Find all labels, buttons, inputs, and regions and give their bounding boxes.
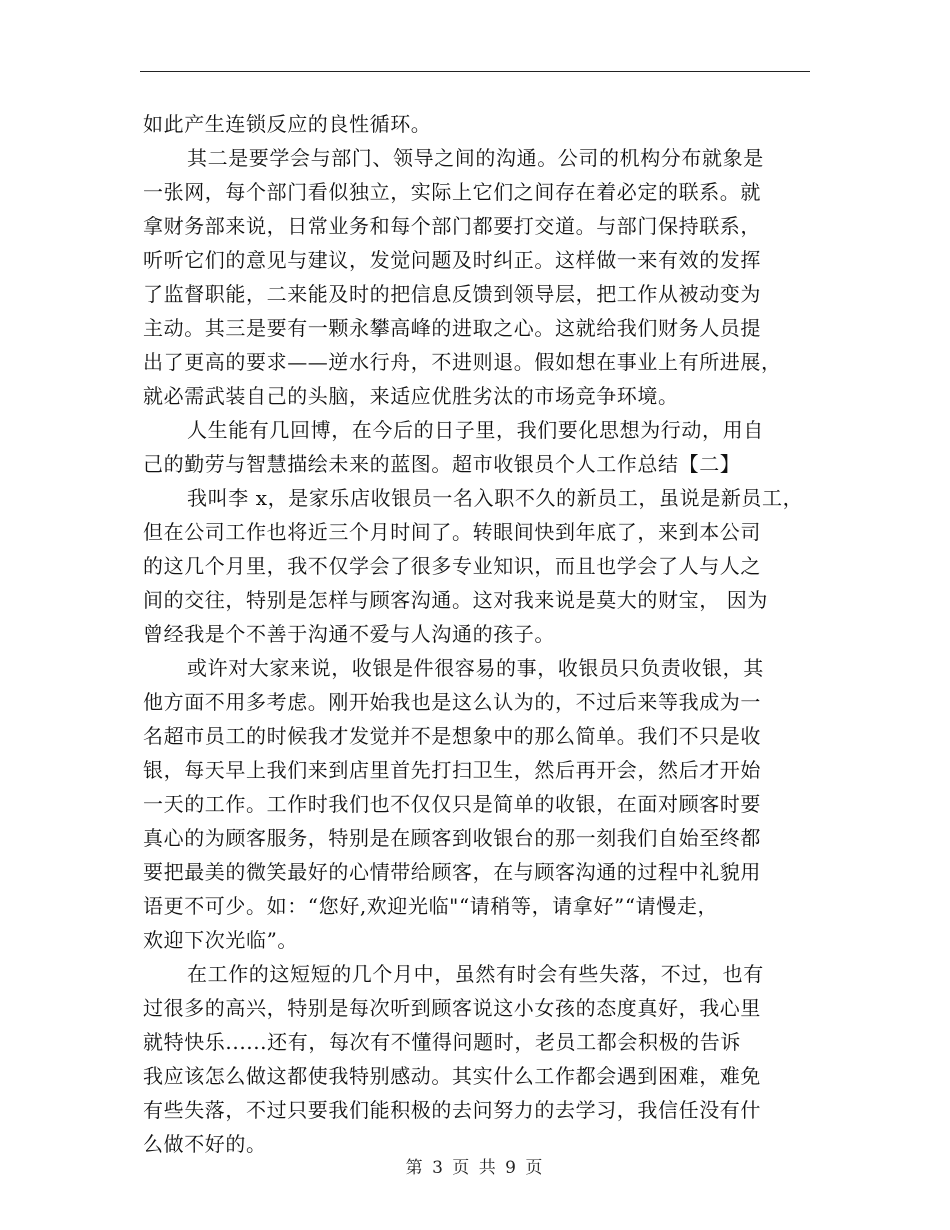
header-rule — [140, 71, 810, 72]
text-line: 我叫李 x，是家乐店收银员一名入职不久的新员工，虽说是新员工， — [187, 486, 804, 510]
text-line: 真心的为顾客服务，特别是在顾客到收银台的那一刻我们自始至终都 — [143, 826, 761, 850]
text-line: 其二是要学会与部门、领导之间的沟通。公司的机构分布就象是 — [187, 146, 764, 170]
text-line: 听听它们的意见与建议，发觉问题及时纠正。这样做一来有效的发挥 — [143, 248, 761, 272]
text-line: 出了更高的要求——逆水行舟，不进则退。假如想在事业上有所进展， — [143, 350, 782, 374]
text-line: 但在公司工作也将近三个月时间了。转眼间快到年底了，来到本公司 — [143, 520, 761, 544]
text-line: 么做不好的。 — [143, 1132, 267, 1156]
text-line: 就特快乐......还有，每次有不懂得问题时，老员工都会积极的告诉 — [143, 1030, 741, 1054]
text-line: 曾经我是个不善于沟通不爱与人沟通的孩子。 — [143, 622, 555, 646]
text-line: 己的勤劳与智慧描绘未来的蓝图。超市收银员个人工作总结【二】 — [143, 452, 741, 476]
text-line: 如此产生连锁反应的良性循环。 — [143, 112, 432, 136]
text-line: 的这几个月里，我不仅学会了很多专业知识，而且也学会了人与人之 — [143, 554, 761, 578]
text-line: 或许对大家来说，收银是件很容易的事，收银员只负责收银，其 — [187, 656, 764, 680]
text-line: 要把最美的微笑最好的心情带给顾客，在与顾客沟通的过程中礼貌用 — [143, 860, 761, 884]
text-line: 我应该怎么做这都使我特别感动。其实什么工作都会遇到困难，难免 — [143, 1064, 761, 1088]
text-line: 名超市员工的时候我才发觉并不是想象中的那么简单。我们不只是收 — [143, 724, 761, 748]
text-line: 主动。其三是要有一颗永攀高峰的进取之心。这就给我们财务人员提 — [143, 316, 761, 340]
text-line: 拿财务部来说，日常业务和每个部门都要打交道。与部门保持联系， — [143, 214, 761, 238]
text-line: 人生能有几回博，在今后的日子里，我们要化思想为行动，用自 — [187, 418, 764, 442]
text-line: 欢迎下次光临”。 — [143, 928, 299, 952]
text-line: 语更不可少。如：“您好,欢迎光临"“请稍等，请拿好”“请慢走， — [143, 894, 719, 918]
text-line: 一张网，每个部门看似独立，实际上它们之间存在着必定的联系。就 — [143, 180, 761, 204]
text-line: 他方面不用多考虑。刚开始我也是这么认为的，不过后来等我成为一 — [143, 690, 761, 714]
text-line: 有些失落，不过只要我们能积极的去问努力的去学习，我信任没有什 — [143, 1098, 761, 1122]
page-number: 第 3 页 共 9 页 — [405, 1158, 545, 1178]
text-line: 银，每天早上我们来到店里首先打扫卫生，然后再开会，然后才开始 — [143, 758, 761, 782]
text-line: 过很多的高兴，特别是每次听到顾客说这小女孩的态度真好，我心里 — [143, 996, 761, 1020]
text-line: 了监督职能，二来能及时的把信息反馈到领导层，把工作从被动变为 — [143, 282, 761, 306]
text-line: 一天的工作。工作时我们也不仅仅只是简单的收银，在面对顾客时要 — [143, 792, 761, 816]
text-line: 就必需武装自己的头脑，来适应优胜劣汰的市场竞争环境。 — [143, 384, 679, 408]
document-body — [143, 107, 833, 1161]
text-line: 间的交往，特别是怎样与顾客沟通。这对我来说是莫大的财宝， 因为 — [143, 588, 768, 612]
text-line: 在工作的这短短的几个月中，虽然有时会有些失落，不过，也有 — [187, 962, 764, 986]
